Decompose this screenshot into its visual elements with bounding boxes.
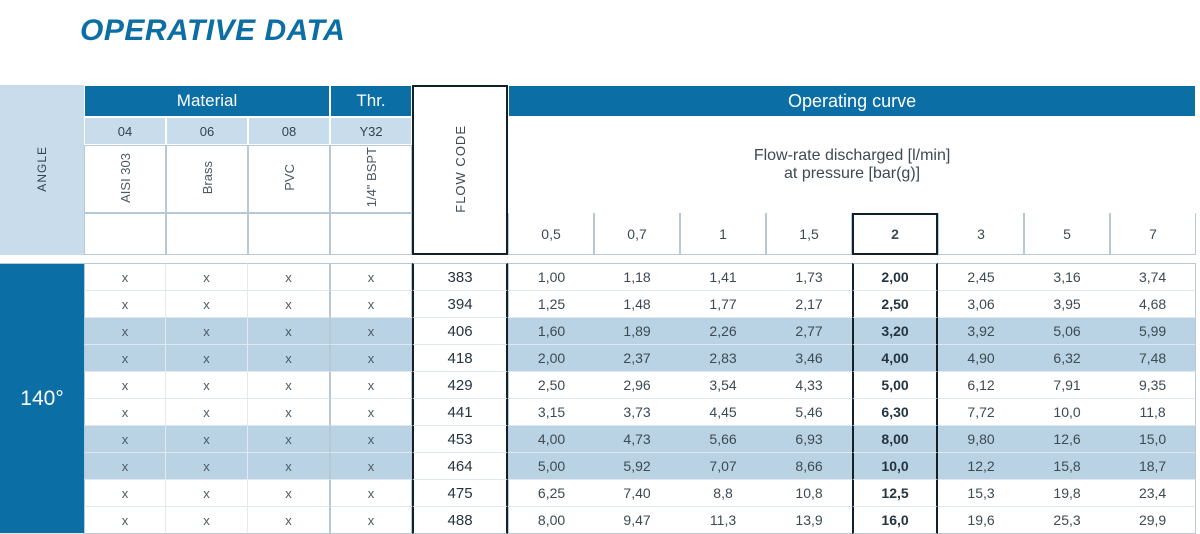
flow-code-header-label: FLOW CODE bbox=[452, 124, 468, 213]
value-p5: 10,0 bbox=[1024, 399, 1110, 426]
mark-pvc: x bbox=[248, 372, 330, 399]
pressure-header-7: 7 bbox=[1110, 213, 1196, 255]
flow-code-value: 429 bbox=[412, 372, 508, 399]
value-p07: 1,89 bbox=[594, 318, 680, 345]
value-p05: 2,00 bbox=[508, 345, 594, 372]
value-p1: 2,83 bbox=[680, 345, 766, 372]
value-p3: 15,3 bbox=[938, 480, 1024, 507]
value-p2: 5,00 bbox=[852, 372, 938, 399]
pressure-header-5: 3 bbox=[938, 213, 1024, 255]
mark-thr: x bbox=[330, 372, 412, 399]
mark-aisi303: x bbox=[84, 480, 166, 507]
flow-code-value: 406 bbox=[412, 318, 508, 345]
table-row bbox=[0, 480, 1196, 507]
flow-rate-line2: at pressure [bar(g)] bbox=[784, 165, 921, 182]
value-p15: 2,17 bbox=[766, 291, 852, 318]
mark-aisi303: x bbox=[84, 372, 166, 399]
header-row-codes bbox=[0, 117, 1196, 145]
mark-thr: x bbox=[330, 318, 412, 345]
thr-name-bspt bbox=[330, 145, 412, 213]
material-spacer-04 bbox=[84, 213, 166, 255]
value-p05: 1,25 bbox=[508, 291, 594, 318]
value-p2: 8,00 bbox=[852, 426, 938, 453]
mark-thr: x bbox=[330, 263, 412, 291]
mark-thr: x bbox=[330, 399, 412, 426]
mark-aisi303: x bbox=[84, 291, 166, 318]
operating-curve-header: Operating curve bbox=[508, 85, 1196, 117]
value-p05: 1,00 bbox=[508, 263, 594, 291]
pressure-header-6: 5 bbox=[1024, 213, 1110, 255]
header-body-gap bbox=[0, 255, 1196, 263]
mark-brass: x bbox=[166, 372, 248, 399]
value-p3: 2,45 bbox=[938, 263, 1024, 291]
material-spacer-08 bbox=[248, 213, 330, 255]
table-row bbox=[0, 399, 1196, 426]
material-code-08: 08 bbox=[248, 117, 330, 145]
value-p5: 7,91 bbox=[1024, 372, 1110, 399]
mark-aisi303: x bbox=[84, 263, 166, 291]
pressure-header-4: 2 bbox=[852, 213, 938, 255]
mark-pvc: x bbox=[248, 480, 330, 507]
mark-aisi303: x bbox=[84, 507, 166, 534]
angle-header-label: ANGLE bbox=[35, 145, 49, 192]
value-p07: 9,47 bbox=[594, 507, 680, 534]
operative-data-table bbox=[0, 85, 1196, 534]
mark-pvc: x bbox=[248, 399, 330, 426]
value-p2: 12,5 bbox=[852, 480, 938, 507]
mark-brass: x bbox=[166, 426, 248, 453]
value-p7: 9,35 bbox=[1110, 372, 1196, 399]
table-row bbox=[0, 507, 1196, 534]
material-spacer-06 bbox=[166, 213, 248, 255]
value-p05: 1,60 bbox=[508, 318, 594, 345]
value-p15: 3,46 bbox=[766, 345, 852, 372]
flow-code-value: 441 bbox=[412, 399, 508, 426]
pressure-header-1: 0,7 bbox=[594, 213, 680, 255]
value-p05: 5,00 bbox=[508, 453, 594, 480]
value-p07: 7,40 bbox=[594, 480, 680, 507]
mark-brass: x bbox=[166, 291, 248, 318]
angle-header-cell bbox=[0, 85, 84, 255]
thr-code-y32: Y32 bbox=[330, 117, 412, 145]
value-p07: 1,18 bbox=[594, 263, 680, 291]
material-group-header: Material bbox=[84, 85, 330, 117]
value-p07: 1,48 bbox=[594, 291, 680, 318]
mark-thr: x bbox=[330, 453, 412, 480]
value-p7: 29,9 bbox=[1110, 507, 1196, 534]
mark-pvc: x bbox=[248, 291, 330, 318]
flow-code-value: 394 bbox=[412, 291, 508, 318]
value-p5: 25,3 bbox=[1024, 507, 1110, 534]
mark-brass: x bbox=[166, 263, 248, 291]
value-p15: 6,93 bbox=[766, 426, 852, 453]
value-p1: 3,54 bbox=[680, 372, 766, 399]
mark-pvc: x bbox=[248, 453, 330, 480]
value-p1: 1,41 bbox=[680, 263, 766, 291]
value-p5: 3,95 bbox=[1024, 291, 1110, 318]
value-p07: 2,96 bbox=[594, 372, 680, 399]
value-p07: 5,92 bbox=[594, 453, 680, 480]
mark-aisi303: x bbox=[84, 453, 166, 480]
mark-brass: x bbox=[166, 399, 248, 426]
thr-name-bspt-label: 1/4" BSPT bbox=[363, 147, 379, 208]
value-p2: 4,00 bbox=[852, 345, 938, 372]
value-p05: 3,15 bbox=[508, 399, 594, 426]
mark-thr: x bbox=[330, 426, 412, 453]
mark-aisi303: x bbox=[84, 318, 166, 345]
value-p15: 13,9 bbox=[766, 507, 852, 534]
value-p5: 3,16 bbox=[1024, 263, 1110, 291]
mark-aisi303: x bbox=[84, 345, 166, 372]
flow-code-header bbox=[412, 85, 508, 255]
thr-group-header: Thr. bbox=[330, 85, 412, 117]
mark-thr: x bbox=[330, 291, 412, 318]
material-name-aisi303-label: AISI 303 bbox=[117, 152, 133, 203]
table-row bbox=[0, 426, 1196, 453]
header-row-pressures bbox=[0, 213, 1196, 255]
value-p2: 3,20 bbox=[852, 318, 938, 345]
value-p1: 11,3 bbox=[680, 507, 766, 534]
material-name-pvc bbox=[248, 145, 330, 213]
mark-thr: x bbox=[330, 480, 412, 507]
value-p2: 16,0 bbox=[852, 507, 938, 534]
material-name-pvc-label: PVC bbox=[281, 164, 297, 191]
mark-pvc: x bbox=[248, 426, 330, 453]
mark-pvc: x bbox=[248, 507, 330, 534]
table-row bbox=[0, 291, 1196, 318]
value-p3: 6,12 bbox=[938, 372, 1024, 399]
value-p5: 15,8 bbox=[1024, 453, 1110, 480]
value-p07: 2,37 bbox=[594, 345, 680, 372]
value-p15: 1,73 bbox=[766, 263, 852, 291]
mark-brass: x bbox=[166, 453, 248, 480]
value-p1: 2,26 bbox=[680, 318, 766, 345]
mark-brass: x bbox=[166, 318, 248, 345]
value-p05: 4,00 bbox=[508, 426, 594, 453]
flow-rate-line1: Flow-rate discharged [l/min] bbox=[753, 147, 951, 164]
value-p1: 5,66 bbox=[680, 426, 766, 453]
value-p15: 8,66 bbox=[766, 453, 852, 480]
value-p3: 19,6 bbox=[938, 507, 1024, 534]
value-p5: 6,32 bbox=[1024, 345, 1110, 372]
mark-brass: x bbox=[166, 507, 248, 534]
pressure-header-2: 1 bbox=[680, 213, 766, 255]
mark-thr: x bbox=[330, 507, 412, 534]
angle-value-cell: 140° bbox=[0, 263, 84, 534]
mark-pvc: x bbox=[248, 263, 330, 291]
flow-code-value: 418 bbox=[412, 345, 508, 372]
page-title: OPERATIVE DATA bbox=[80, 14, 346, 47]
mark-aisi303: x bbox=[84, 399, 166, 426]
flow-rate-subtitle bbox=[508, 117, 1196, 213]
mark-aisi303: x bbox=[84, 426, 166, 453]
value-p3: 4,90 bbox=[938, 345, 1024, 372]
value-p1: 8,8 bbox=[680, 480, 766, 507]
value-p15: 5,46 bbox=[766, 399, 852, 426]
material-name-aisi303 bbox=[84, 145, 166, 213]
value-p7: 7,48 bbox=[1110, 345, 1196, 372]
value-p05: 8,00 bbox=[508, 507, 594, 534]
value-p5: 5,06 bbox=[1024, 318, 1110, 345]
value-p7: 3,74 bbox=[1110, 263, 1196, 291]
value-p05: 2,50 bbox=[508, 372, 594, 399]
value-p1: 7,07 bbox=[680, 453, 766, 480]
flow-code-value: 383 bbox=[412, 263, 508, 291]
value-p3: 9,80 bbox=[938, 426, 1024, 453]
mark-pvc: x bbox=[248, 318, 330, 345]
flow-code-value: 464 bbox=[412, 453, 508, 480]
pressure-header-0: 0,5 bbox=[508, 213, 594, 255]
flow-code-value: 475 bbox=[412, 480, 508, 507]
value-p2: 10,0 bbox=[852, 453, 938, 480]
value-p05: 6,25 bbox=[508, 480, 594, 507]
mark-brass: x bbox=[166, 480, 248, 507]
value-p15: 2,77 bbox=[766, 318, 852, 345]
value-p3: 7,72 bbox=[938, 399, 1024, 426]
value-p15: 10,8 bbox=[766, 480, 852, 507]
table-row bbox=[0, 345, 1196, 372]
value-p15: 4,33 bbox=[766, 372, 852, 399]
value-p2: 6,30 bbox=[852, 399, 938, 426]
value-p1: 4,45 bbox=[680, 399, 766, 426]
flow-code-value: 453 bbox=[412, 426, 508, 453]
header-row-groups bbox=[0, 85, 1196, 117]
pressure-header-3: 1,5 bbox=[766, 213, 852, 255]
value-p2: 2,00 bbox=[852, 263, 938, 291]
value-p7: 5,99 bbox=[1110, 318, 1196, 345]
mark-thr: x bbox=[330, 345, 412, 372]
value-p7: 11,8 bbox=[1110, 399, 1196, 426]
value-p07: 4,73 bbox=[594, 426, 680, 453]
material-code-06: 06 bbox=[166, 117, 248, 145]
table-row bbox=[0, 318, 1196, 345]
operative-data-table-wrap bbox=[0, 85, 1196, 534]
material-code-04: 04 bbox=[84, 117, 166, 145]
value-p2: 2,50 bbox=[852, 291, 938, 318]
table-row bbox=[0, 263, 1196, 291]
value-p3: 3,92 bbox=[938, 318, 1024, 345]
mark-brass: x bbox=[166, 345, 248, 372]
value-p1: 1,77 bbox=[680, 291, 766, 318]
value-p5: 19,8 bbox=[1024, 480, 1110, 507]
material-name-brass bbox=[166, 145, 248, 213]
flow-code-value: 488 bbox=[412, 507, 508, 534]
value-p3: 3,06 bbox=[938, 291, 1024, 318]
table-row bbox=[0, 453, 1196, 480]
value-p7: 23,4 bbox=[1110, 480, 1196, 507]
value-p07: 3,73 bbox=[594, 399, 680, 426]
thr-spacer-y32 bbox=[330, 213, 412, 255]
mark-pvc: x bbox=[248, 345, 330, 372]
value-p7: 15,0 bbox=[1110, 426, 1196, 453]
material-name-brass-label: Brass bbox=[199, 160, 215, 195]
value-p5: 12,6 bbox=[1024, 426, 1110, 453]
table-row bbox=[0, 372, 1196, 399]
value-p3: 12,2 bbox=[938, 453, 1024, 480]
value-p7: 4,68 bbox=[1110, 291, 1196, 318]
value-p7: 18,7 bbox=[1110, 453, 1196, 480]
